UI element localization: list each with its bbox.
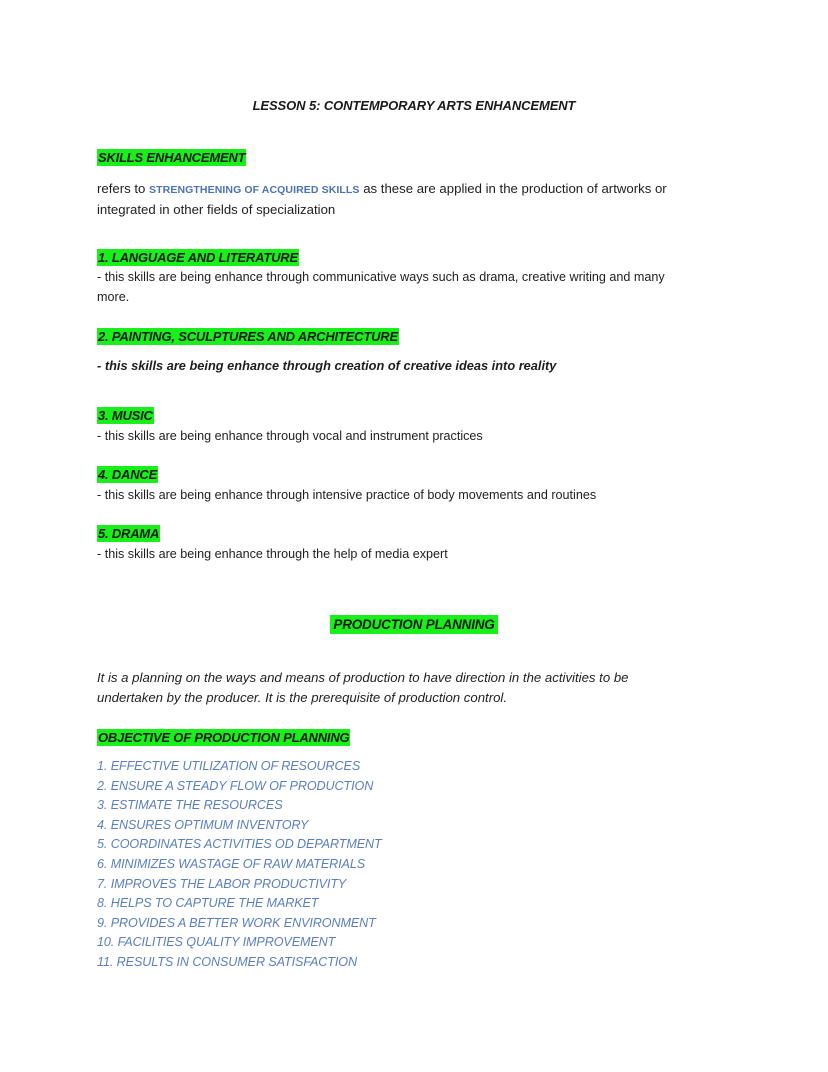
skills-enhancement-heading: SKILLS ENHANCEMENT — [98, 150, 246, 165]
objectives-heading: OBJECTIVE OF PRODUCTION PLANNING — [98, 730, 350, 745]
definition-emphasis: STRENGTHENING OF ACQUIRED SKILLS — [149, 184, 360, 196]
objective-item: 1. EFFECTIVE UTILIZATION OF RESOURCES — [97, 759, 361, 773]
skill-heading-language-literature: 1. LANGUAGE AND LITERATURE — [98, 250, 298, 265]
skill-heading-painting-sculptures-architecture: 2. PAINTING, SCULPTURES AND ARCHITECTURE — [98, 329, 398, 344]
objective-item: 7. IMPROVES THE LABOR PRODUCTIVITY — [97, 876, 347, 891]
definition-line-2: integrated in other fields of specialization — [97, 202, 336, 217]
skills-enhancement-definition — [97, 179, 757, 220]
skill-heading-wrap — [97, 525, 160, 543]
skill-heading-drama: 5. DRAMA — [98, 526, 160, 541]
definition-prefix: refers to — [97, 181, 150, 196]
skill-heading-music: 3. MUSIC — [98, 408, 153, 423]
production-planning-heading: PRODUCTION PLANNING — [330, 615, 497, 634]
skill-description-painting-sculptures-architecture: - this skills are being enhance through creation of creative ideas into reality — [97, 358, 557, 373]
definition-suffix: as these are applied in the production of artworks or — [359, 181, 667, 196]
objective-item: 11. RESULTS IN CONSUMER SATISFACTION — [97, 954, 357, 969]
objective-item: 4. ENSURES OPTIMUM INVENTORY — [97, 817, 309, 832]
objective-item: 10. FACILITIES QUALITY IMPROVEMENT — [97, 935, 336, 950]
skill-description-dance: - this skills are being enhance through intensive practice of body movements and routines — [97, 488, 597, 502]
definition-line-2: undertaken by the producer. It is the prerequisite of production control. — [97, 690, 508, 705]
objective-item: 9. PROVIDES A BETTER WORK ENVIRONMENT — [97, 915, 376, 930]
skill-heading-dance: 4. DANCE — [98, 467, 158, 482]
production-planning-heading-wrap — [0, 616, 828, 634]
skill-heading-wrap — [97, 466, 158, 484]
description-line: more. — [97, 290, 130, 304]
skill-heading-wrap — [97, 407, 154, 425]
objective-item: 8. HELPS TO CAPTURE THE MARKET — [97, 896, 319, 911]
objective-item: 2. ENSURE A STEADY FLOW OF PRODUCTION — [97, 778, 374, 793]
objective-item: 5. COORDINATES ACTIVITIES OD DEPARTMENT — [97, 837, 382, 852]
definition-line-1: It is a planning on the ways and means of production to have direction in the activities to be — [97, 670, 629, 685]
definition-line-1 — [97, 179, 757, 200]
page-title: LESSON 5: CONTEMPORARY ARTS ENHANCEMENT — [252, 98, 576, 113]
description-line: - this skills are being enhance through communicative ways such as drama, creative writing and many — [97, 270, 665, 284]
production-planning-definition — [97, 668, 777, 708]
skills-enhancement-heading-wrap — [97, 149, 246, 167]
skill-heading-wrap — [97, 249, 299, 267]
objective-item: 3. ESTIMATE THE RESOURCES — [97, 798, 283, 813]
objectives-list — [97, 757, 382, 973]
skill-description-language-literature — [97, 267, 777, 307]
objectives-heading-wrap — [97, 729, 350, 747]
objective-item: 6. MINIMIZES WASTAGE OF RAW MATERIALS — [97, 856, 366, 871]
skill-heading-wrap — [97, 328, 399, 346]
skill-description-drama: - this skills are being enhance through the help of media expert — [97, 547, 448, 561]
skill-description-music: - this skills are being enhance through vocal and instrument practices — [97, 429, 483, 443]
